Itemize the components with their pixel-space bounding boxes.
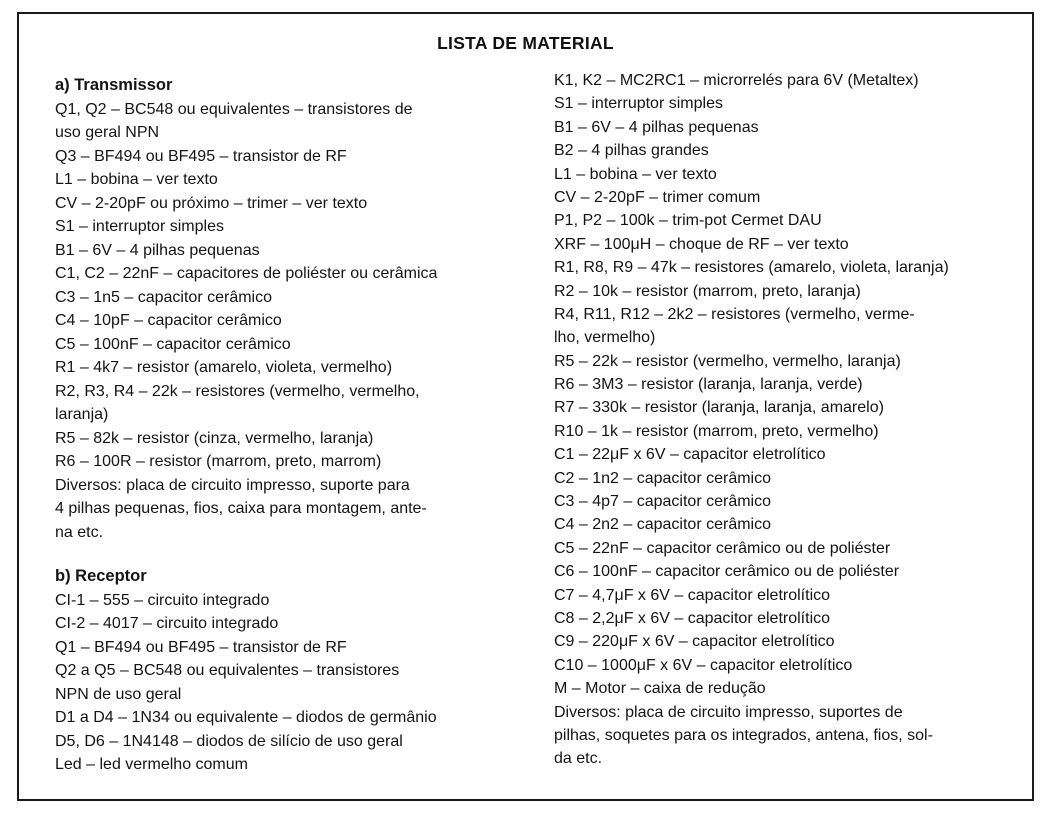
material-item: Led – led vermelho comum: [55, 756, 248, 773]
material-item: B1 – 6V – 4 pilhas pequenas: [55, 241, 260, 259]
material-item: C3 – 4p7 – capacitor cerâmico: [554, 493, 771, 511]
material-item: B1 – 6V – 4 pilhas pequenas: [554, 118, 759, 136]
material-item: S1 – interruptor simples: [554, 95, 723, 113]
material-item: R2 – 10k – resistor (marrom, preto, laranja): [554, 282, 861, 300]
material-item: L1 – bobina – ver texto: [554, 165, 717, 183]
material-item: R6 – 3M3 – resistor (laranja, laranja, verde): [554, 376, 863, 394]
material-item: Q1 – BF494 ou BF495 – transistor de RF: [55, 638, 347, 656]
material-item: Diversos: placa de circuito impresso, suportes de: [554, 703, 903, 721]
section-heading: b) Receptor: [55, 567, 147, 585]
material-item: XRF – 100μH – choque de RF – ver texto: [554, 235, 849, 253]
material-item: Q1, Q2 – BC548 ou equivalentes – transistores de: [55, 100, 413, 118]
material-item: C8 – 2,2μF x 6V – capacitor eletrolítico: [554, 609, 831, 627]
material-item: da etc.: [554, 750, 603, 768]
material-item: D5, D6 – 1N4148 – diodos de silício de uso geral: [55, 732, 403, 750]
material-item: C9 – 220μF x 6V – capacitor eletrolítico: [554, 633, 835, 651]
material-item: K1, K2 – MC2RC1 – microrrelés para 6V (Metaltex): [554, 72, 919, 89]
material-item: B2 – 4 pilhas grandes: [554, 142, 709, 160]
material-item: R1, R8, R9 – 47k – resistores (amarelo, violeta, laranja): [554, 259, 949, 277]
material-item: R4, R11, R12 – 2k2 – resistores (vermelho, verme-: [554, 305, 915, 323]
material-list-box: [17, 12, 1034, 801]
material-item: R5 – 22k – resistor (vermelho, vermelho, laranja): [554, 352, 901, 370]
left-column: [55, 74, 517, 777]
material-item: C1 – 22μF x 6V – capacitor eletrolítico: [554, 446, 826, 464]
material-item: CV – 2-20pF ou próximo – trimer – ver texto: [55, 194, 368, 212]
material-item: D1 a D4 – 1N34 ou equivalente – diodos de germânio: [55, 709, 437, 726]
material-item: C4 – 2n2 – capacitor cerâmico: [554, 516, 771, 534]
material-item: C4 – 10pF – capacitor cerâmico: [55, 312, 282, 329]
material-item: C5 – 100nF – capacitor cerâmico: [55, 335, 291, 353]
material-item: CV – 2-20pF – trimer comum: [554, 188, 761, 206]
material-item: C7 – 4,7μF x 6V – capacitor eletrolítico: [554, 586, 831, 604]
material-item: Diversos: placa de circuito impresso, suporte para: [55, 476, 410, 494]
right-column: [554, 69, 1024, 771]
material-item: L1 – bobina – ver texto: [55, 171, 218, 188]
material-item: C3 – 1n5 – capacitor cerâmico: [55, 288, 272, 306]
material-item: lho, vermelho): [554, 329, 656, 347]
material-item: CI-1 – 555 – circuito integrado: [55, 591, 270, 609]
material-item: P1, P2 – 100k – trim-pot Cermet DAU: [554, 212, 822, 230]
material-item: Q3 – BF494 ou BF495 – transistor de RF: [55, 147, 347, 165]
material-item: C2 – 1n2 – capacitor cerâmico: [554, 469, 771, 487]
material-item: pilhas, soquetes para os integrados, antena, fios, sol-: [554, 726, 933, 744]
material-item: R10 – 1k – resistor (marrom, preto, vermelho): [554, 422, 879, 440]
material-item: R7 – 330k – resistor (laranja, laranja, amarelo): [554, 399, 884, 417]
material-item: R6 – 100R – resistor (marrom, preto, marrom): [55, 453, 382, 470]
material-item: R5 – 82k – resistor (cinza, vermelho, laranja): [55, 429, 374, 447]
material-item: C10 – 1000μF x 6V – capacitor eletrolítico: [554, 656, 853, 674]
material-item: R1 – 4k7 – resistor (amarelo, violeta, vermelho): [55, 359, 393, 376]
document-title: LISTA DE MATERIAL: [437, 33, 614, 53]
section-spacer: [55, 544, 517, 565]
material-item: na etc.: [55, 523, 104, 541]
material-item: C5 – 22nF – capacitor cerâmico ou de poliéster: [554, 539, 891, 557]
material-item: Q2 a Q5 – BC548 ou equivalentes – transistores: [55, 662, 400, 679]
material-item: laranja): [55, 406, 109, 423]
material-item: uso geral NPN: [55, 124, 160, 141]
material-item: NPN de uso geral: [55, 685, 182, 703]
material-item: M – Motor – caixa de redução: [554, 680, 766, 698]
material-item: C1, C2 – 22nF – capacitores de poliéster ou cerâmica: [55, 265, 438, 282]
material-item: S1 – interruptor simples: [55, 218, 224, 235]
material-item: C6 – 100nF – capacitor cerâmico ou de poliéster: [554, 563, 900, 581]
material-item: CI-2 – 4017 – circuito integrado: [55, 615, 279, 632]
material-item: R2, R3, R4 – 22k – resistores (vermelho, vermelho,: [55, 382, 420, 400]
section-heading: a) Transmissor: [55, 76, 173, 94]
material-item: 4 pilhas pequenas, fios, caixa para montagem, ante-: [55, 500, 427, 517]
